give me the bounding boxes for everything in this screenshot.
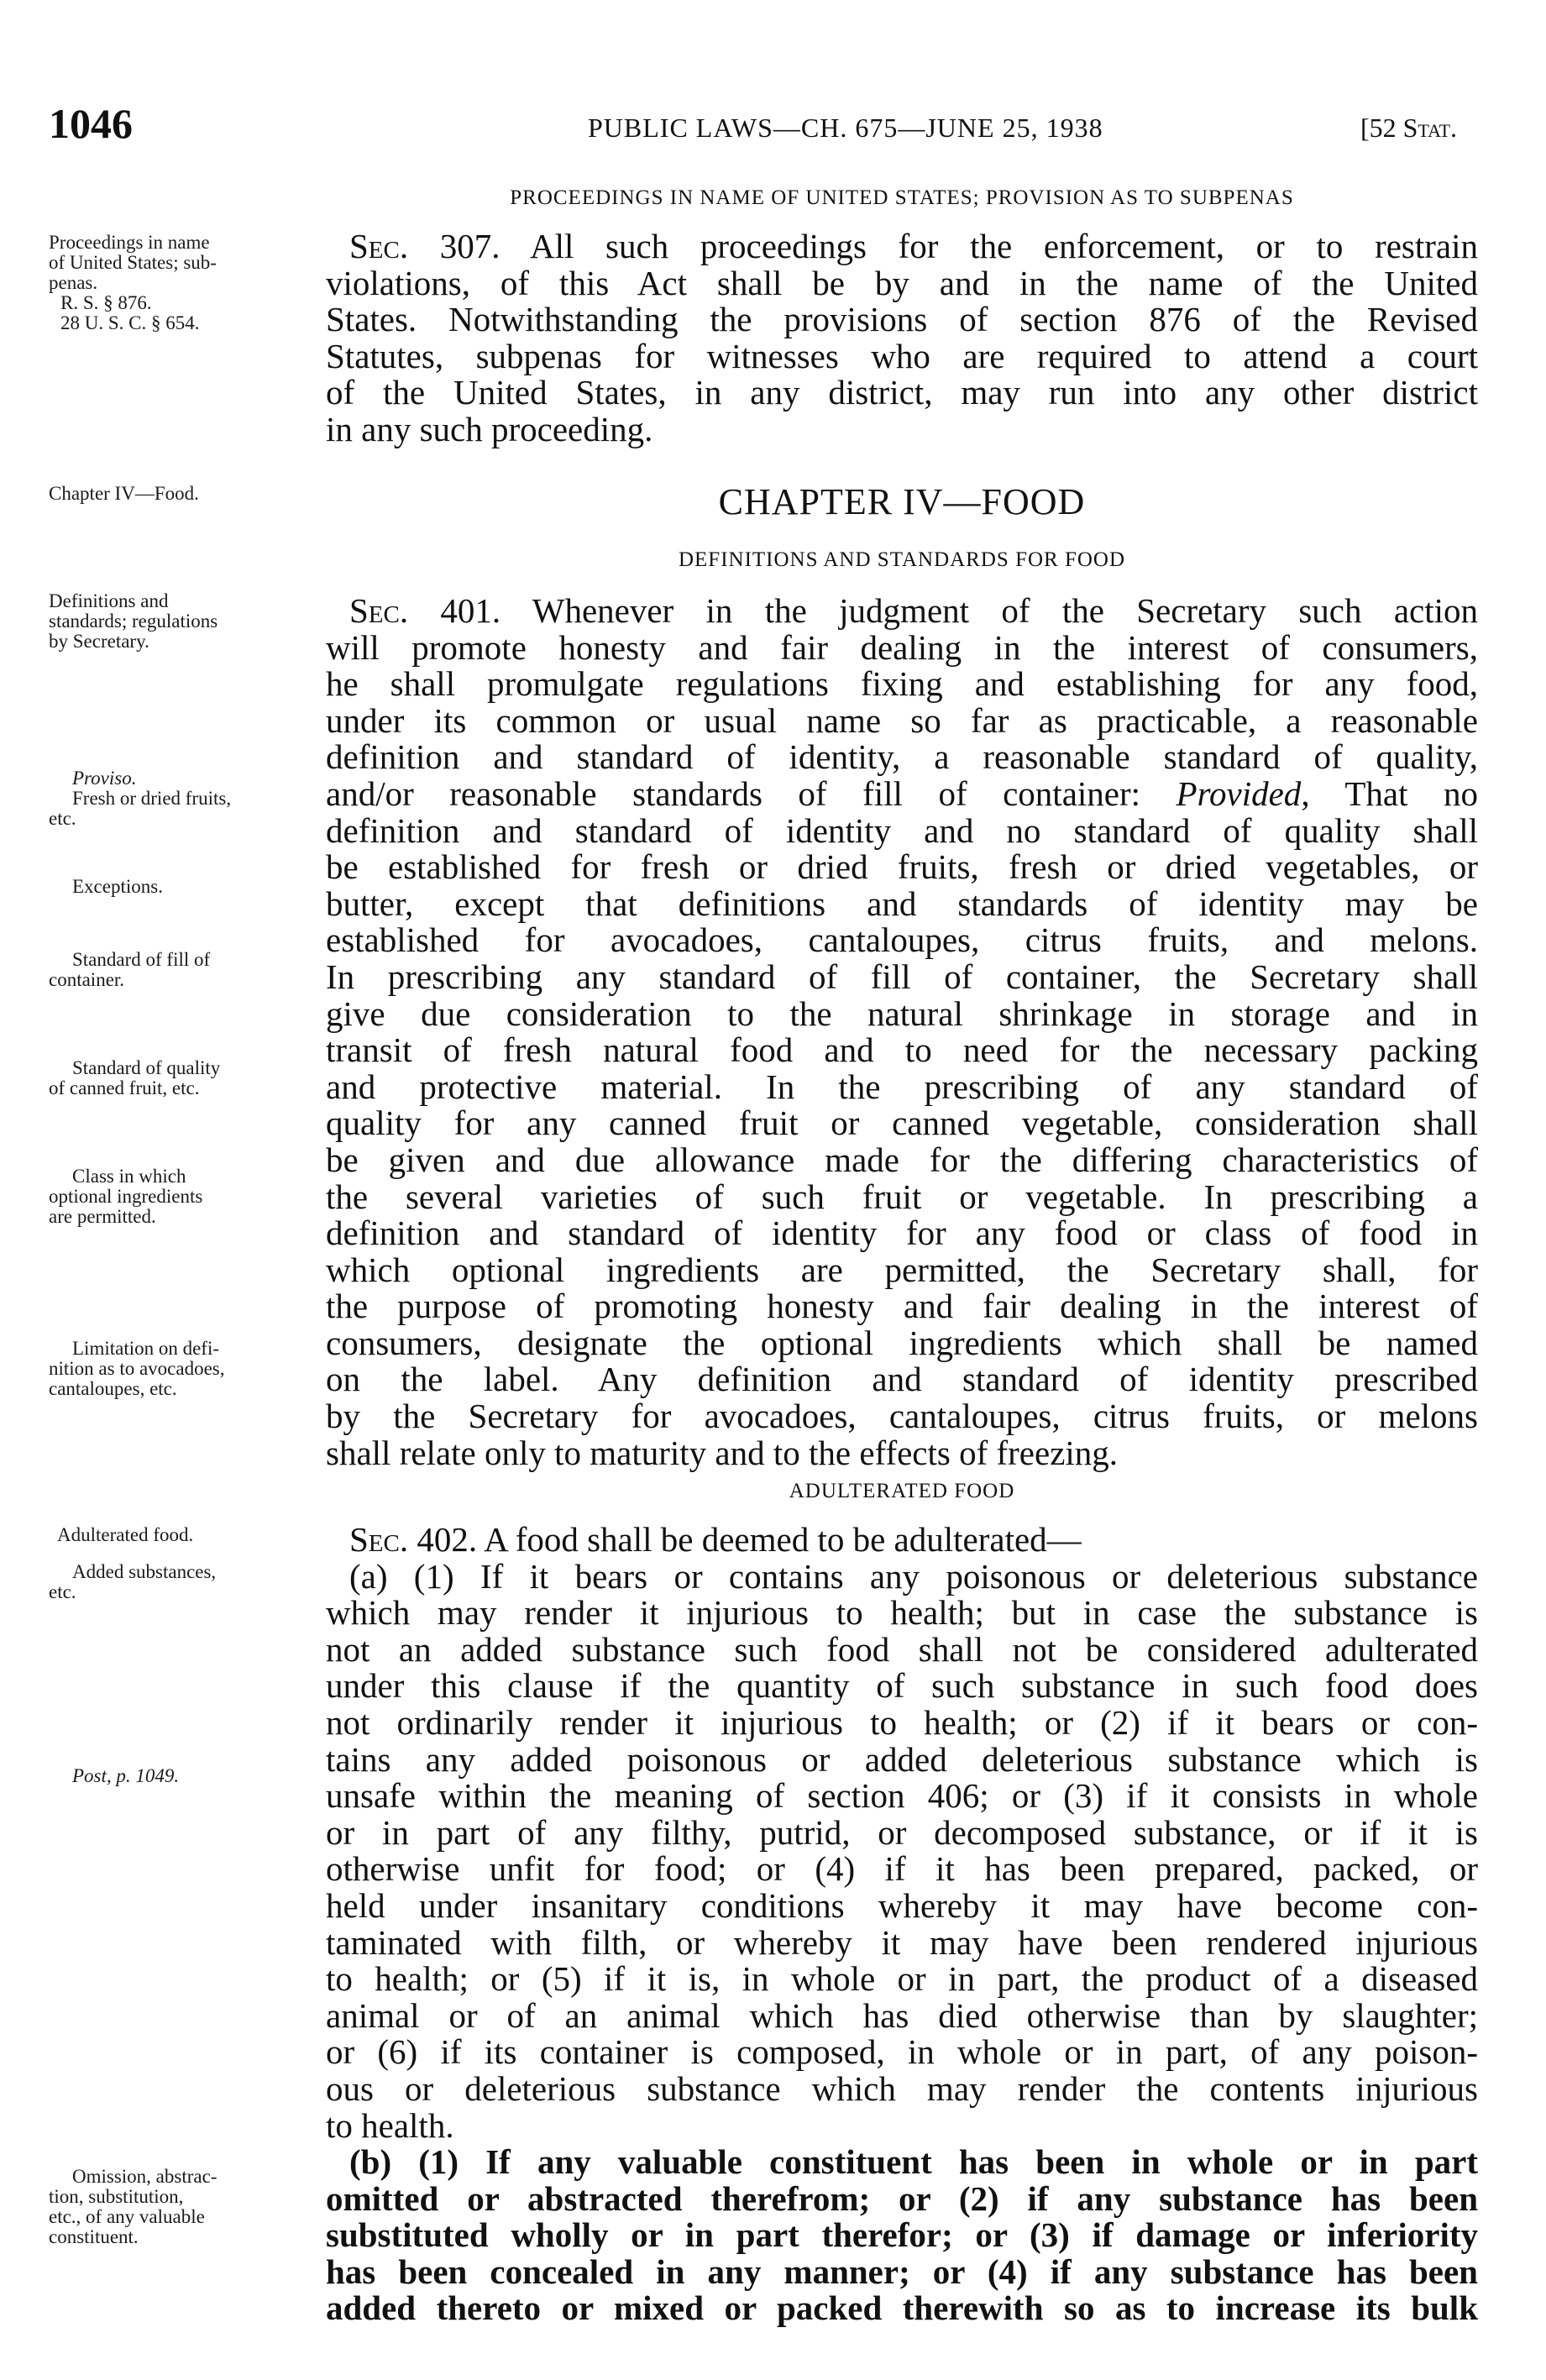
chapter-title: CHAPTER IV—FOOD (718, 481, 1086, 522)
margin-note-exceptions: Exceptions. (72, 876, 163, 897)
margin-note-fill: Standard of fill of container. (49, 949, 211, 990)
margin-note-quality: Standard of quality of canned fruit, etc. (49, 1057, 221, 1098)
section-307: Sec. 307. All such proceedings for the enforcement, or to restrain violations, of this Act shall be by and in the name of the United States. Notwithstanding the provisions of section 876 of the Revised Statutes, subpenas for witnesses who are required to attend a court of the United States, in any district, may run into any other district in any such proceeding. (326, 227, 1479, 448)
section-401: Sec. 401. Whenever in the judgment of the Secretary such action will promote honesty and fair dealing in the interest of consumers, he shall promulgate regulations fixing and establishing for any food, under its common or usual name so far as practicable, a reasonable definition and standard of identity, a reasonable standard of quality, and/or reasonable standards of fill of container: Provided, That no definition and standard of identity and no standard of quality shall be established for fresh or dried fruits, fresh or dried vegetables, or butter, except that definitions and standards of identity may be established for avocadoes, cantaloupes, citrus fruits, and melons. In prescribing any standard of fill of container, the Secretary shall give due consideration to the natural shrinkage in storage and in transit of fresh natural food and to need for the necessary packing and protective material. In the prescribing of any standard of quality for any canned fruit or canned vegetable, consideration shall be given and due allowance made for the differing characteristics of the several varieties of such fruit or vegetable. In prescribing a definition and standard of identity for any food or class of food in which optional ingredients are permitted, the Secretary shall, for the purpose of promoting honesty and fair dealing in the interest of consumers, designate the optional ingredients which shall be named on the label. Any definition and standard of identity prescribed by the Secretary for avocadoes, cantaloupes, citrus fruits, or melons shall relate only to maturity and to the effects of freezing. (326, 591, 1479, 1472)
margin-note-optional: Class in which optional ingredients are permitted. (49, 1166, 203, 1227)
section-label: Sec. 401. (349, 591, 501, 630)
margin-note-proceedings: Proceedings in name of United States; sub- penas. R. S. § 876. 28 U. S. C. § 654. (49, 232, 217, 333)
margin-note-definitions: Definitions and standards; regulations by Secretary. (49, 590, 218, 652)
section-label: Sec. 402. (349, 1520, 478, 1559)
paragraph-b: (b) (1) If any valuable constituent has been in whole or in part omitted or abstracted therefrom; or (2) if any substance has been substituted wholly or in part therefor; or (3) if damage or inferiority has been concealed in any manner; or (4) if any substance has been added thereto or mixed or packed therewith so as to increase its bulk (326, 2142, 1478, 2328)
section-label: Sec. 307. (349, 227, 500, 265)
adulterated-food-heading: ADULTERATED FOOD (789, 1480, 1015, 1502)
running-title: PUBLIC LAWS—CH. 675—JUNE 25, 1938 (588, 113, 1103, 143)
margin-note-adulterated: Adulterated food. (57, 1524, 194, 1545)
margin-note-added: Added substances, etc. (49, 1561, 217, 1602)
proviso-word: Provided (1176, 773, 1302, 813)
margin-note-limitation: Limitation on defi- nition as to avocadoes, cantaloupes, etc. (49, 1338, 225, 1399)
section-402: Sec. 402. A food shall be deemed to be adulterated— (a) (1) If it bears or contains any poisonous or deleterious substance which may render it injurious to health; but in case the substance is not an added substance such food shall not be considered adulterated under this clause if the quantity of such substance in such food does not ordinarily render it injurious to health; or (2) if it bears or con- tains any added poisonous or added deleterious substance which is unsafe within the meaning of section 406; or (3) if it consists in whole or in part of any filthy, putrid, or decomposed substance, or if it is otherwise unfit for food; or (4) if it has been prepared, packed, or held under insanitary conditions whereby it may have become con- taminated with filth, or whereby it may have been rendered injurious to health; or (5) if it is, in whole or in part, the product of a diseased animal or of an animal which has died otherwise than by slaughter; or (6) if its container is composed, in whole or in part, of any poison- ous or deleterious substance which may render the contents injurious to health. (b) (1) If any valuable constituent has been in whole or in part omitted or abstracted therefrom; or (2) if any substance has been substituted wholly or in part therefor; or (3) if damage or inferiority has been concealed in any manner; or (4) if any substance has been added thereto or mixed or packed therewith so as to increase its bulk (326, 1520, 1478, 2328)
volume-reference: [52 Stat. (1360, 113, 1458, 143)
page-number: 1046 (49, 100, 133, 147)
margin-note-omission: Omission, abstrac- tion, substitution, etc., of any valuable constituent. (49, 2166, 217, 2247)
margin-note-proviso: Proviso. Fresh or dried fruits, etc. (49, 768, 232, 829)
paragraph-a: (a) (1) If it bears or contains any poisonous or deleterious substance (349, 1556, 1478, 1596)
definitions-heading: DEFINITIONS AND STANDARDS FOR FOOD (678, 548, 1126, 571)
margin-note-chapter-iv: Chapter IV—Food. (49, 483, 199, 504)
section-307-heading: PROCEEDINGS IN NAME OF UNITED STATES; PROVISION AS TO SUBPENAS (510, 186, 1294, 209)
margin-note-post: Post, p. 1049. (72, 1765, 180, 1786)
